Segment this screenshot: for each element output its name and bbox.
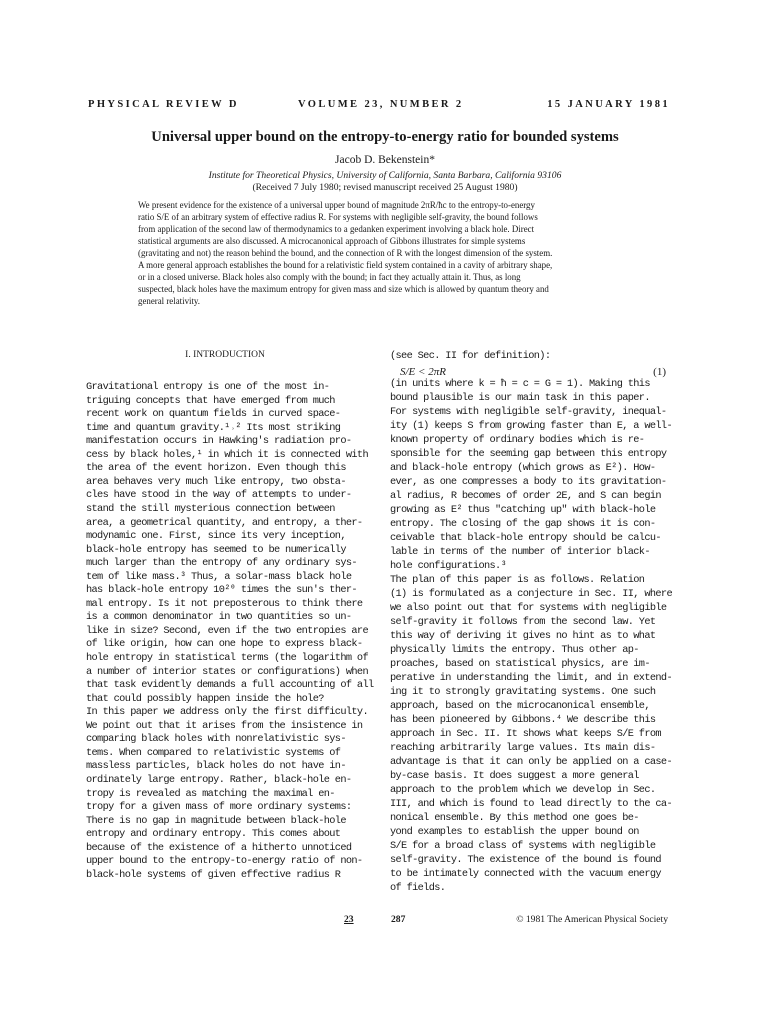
abstract-line: suspected, black holes have the maximum entropy for given mass and size which is allowed by quantum theory and (138, 284, 549, 294)
text-line: by-case basis. It does suggest a more general (390, 770, 639, 782)
text-line: like in size? Second, even if the two entropies are (86, 624, 368, 637)
footer-volume: 23 (344, 914, 354, 925)
text-line: of fields. (390, 882, 446, 894)
text-line: that task evidently demands a full accounting of all (86, 679, 374, 692)
text-line: recent work on quantum fields in curved space- (86, 408, 341, 421)
text-line: has been pioneered by Gibbons.⁴ We describe this (390, 714, 656, 726)
text-line: lable in terms of the number of interior black- (390, 546, 650, 558)
text-line: yond examples to establish the upper bound on (390, 826, 639, 838)
text-line: a number of interior states or configurations) when (86, 665, 368, 678)
text-line: ceivable that black-hole entropy should be calcu- (390, 532, 661, 544)
text-line: has black-hole entropy 10²⁰ times the sun's ther- (86, 584, 357, 597)
text-line: entropy. The closing of the gap shows it is con- (390, 518, 656, 530)
text-line: (see Sec. II for definition): (390, 350, 551, 362)
text-line: area behaves very much like entropy, two obsta- (86, 475, 346, 488)
text-line: to be intimately connected with the vacuum energy (390, 868, 661, 880)
volume-number: VOLUME 23, NUMBER 2 (298, 99, 464, 110)
abstract-line: A more general approach establishes the bound for a relativistic field system contained in a cavity of arbitrary shape, (138, 260, 553, 270)
text-line: The plan of this paper is as follows. Relation (390, 574, 645, 586)
journal-name: PHYSICAL REVIEW D (88, 99, 239, 110)
text-line: time and quantum gravity.¹˒² Its most striking (86, 421, 341, 434)
text-line: self-gravity. The existence of the bound is found (390, 854, 661, 866)
text-line: entropy and ordinary entropy. This comes about (86, 828, 341, 841)
text-line: al radius, R becomes of order 2E, and S can begin (390, 490, 661, 502)
text-line: advantage is that it can only be applied on a case- (390, 756, 672, 768)
text-line: reaching arbitrarily large values. Its main dis- (390, 742, 656, 754)
received-dates: (Received 7 July 1980; revised manuscript received 25 August 1980) (252, 182, 518, 193)
text-line: cles have stood in the way of attempts to under- (86, 489, 352, 502)
running-header (88, 99, 670, 115)
text-line: modynamic one. First, since its very inception, (86, 530, 346, 543)
text-line: that could possibly happen inside the hole? (86, 692, 324, 705)
text-line: We point out that it arises from the insistence in (86, 719, 363, 732)
abstract-line: from application of the second law of thermodynamics to a gedanken experiment involving a black hole. Direct (138, 224, 535, 234)
section-heading: I. INTRODUCTION (185, 350, 265, 360)
text-line: black-hole entropy has seemed to be numerically (86, 543, 346, 556)
abstract-line: general relativity. (138, 296, 201, 306)
author: Jacob D. Bekenstein* (335, 154, 435, 166)
text-line: tems. When compared to relativistic systems of (86, 746, 341, 759)
text-line: black-hole systems of given effective radius R (86, 868, 341, 881)
text-line: III, and which is found to lead directly to the ca- (390, 798, 672, 810)
text-line: upper bound to the entropy-to-energy ratio of non- (86, 855, 363, 868)
text-line: hole entropy in statistical terms (the logarithm of (86, 652, 368, 664)
text-line: area, a geometrical quantity, and entropy, a ther- (86, 516, 363, 529)
text-line: bound plausible is our main task in this paper. (390, 392, 650, 404)
text-line: we also point out that for systems with negligible (390, 602, 667, 614)
text-line: ordinately large entropy. Rather, black-hole en- (86, 773, 352, 786)
text-line: perative in understanding the limit, and in extend- (390, 672, 672, 684)
issue-date: 15 JANUARY 1981 (547, 99, 670, 110)
text-line: this way of deriving it gives no hint as to what (390, 630, 656, 642)
text-line: For systems with negligible self-gravity, inequal- (390, 406, 667, 418)
text-line: stand the still mysterious connection between (86, 502, 335, 515)
equation-expression: S/E < 2πR (400, 366, 446, 378)
text-line: of like origin, how can one hope to express black- (86, 638, 363, 651)
page-footer (86, 914, 668, 930)
text-line: There is no gap in magnitude between black-hole (86, 814, 346, 827)
text-line: proaches, based on statistical physics, are im- (390, 658, 650, 670)
text-line: In this paper we address only the first difficulty. (86, 706, 368, 719)
text-line: tem of like mass.³ Thus, a solar-mass black hole (86, 570, 352, 583)
text-line: triguing concepts that have emerged from much (86, 394, 335, 407)
text-line: (1) is formulated as a conjecture in Sec. II, where (390, 588, 672, 600)
text-line: approach to the problem which we develop in Sec. (390, 784, 656, 796)
text-line: growing as E² thus "catching up" with black-hole (390, 504, 656, 516)
copyright: © 1981 The American Physical Society (516, 914, 668, 925)
text-line: ever, as one compresses a body to its gravitation- (390, 476, 667, 488)
abstract-line: (gravitating and not) the reason behind the bound, and the connection of R with the longest dimension of the system. (138, 248, 553, 258)
text-line: mal entropy. Is it not preposterous to think there (86, 597, 363, 610)
abstract-line: statistical arguments are also discussed. A microcanonical approach of Gibbons illustrates for simple systems (138, 236, 526, 246)
abstract-line: or in a closed universe. Black holes also comply with the bound; in fact they actually attain it. Thus, as long (138, 272, 521, 282)
paper-title: Universal upper bound on the entropy-to-energy ratio for bounded systems (151, 129, 619, 145)
text-line: self-gravity it follows from the second law. Yet (390, 616, 656, 628)
text-line: hole configurations.³ (390, 560, 507, 572)
equation-number: (1) (653, 366, 666, 378)
text-line: comparing black holes with nonrelativistic sys- (86, 733, 346, 746)
text-line: Gravitational entropy is one of the most in- (86, 381, 330, 393)
text-line: because of the existence of a hitherto unnoticed (86, 841, 352, 854)
abstract-line: We present evidence for the existence of a universal upper bound of magnitude 2πR/ħc to the entropy-to-energy (138, 200, 535, 210)
text-line: (in units where k = ħ = c = G = 1). Making this (390, 378, 650, 390)
text-line: known property of ordinary bodies which is re- (390, 434, 645, 446)
text-line: nonical ensemble. By this method one goes be- (390, 812, 639, 824)
text-line: physically limits the entropy. Thus other ap- (390, 644, 639, 656)
abstract-line: ratio S/E of an arbitrary system of effective radius R. For systems with negligible self-gravity, the bound follows (138, 212, 538, 222)
affiliation: Institute for Theoretical Physics, University of California, Santa Barbara, California 93106 (208, 170, 562, 181)
text-line: is a common denominator in two quantities so un- (86, 611, 352, 624)
text-line: the area of the event horizon. Even though this (86, 462, 346, 475)
text-line: and black-hole entropy (which grows as E²). How- (390, 462, 656, 474)
text-line: ing it to strongly gravitating systems. One such (390, 686, 656, 698)
text-line: much larger than the entropy of any ordinary sys- (86, 557, 357, 570)
text-line: tropy is revealed as matching the maximal en- (86, 787, 335, 800)
text-line: S/E for a broad class of systems with negligible (390, 840, 656, 852)
text-line: sponsible for the seeming gap between this entropy (390, 448, 667, 460)
text-line: approach in Sec. II. It shows what keeps S/E from (390, 728, 661, 740)
page-number: 287 (391, 914, 406, 925)
text-line: approach, based on the microcanonical ensemble, (390, 700, 650, 712)
text-line: cess by black holes,¹ in which it is connected with (86, 448, 368, 461)
text-line: massless particles, black holes do not have in- (86, 760, 346, 773)
text-line: ity (1) keeps S from growing faster than E, a well- (390, 420, 672, 432)
text-line: manifestation occurs in Hawking's radiation pro- (86, 435, 352, 448)
text-line: tropy for a given mass of more ordinary systems: (86, 801, 352, 814)
